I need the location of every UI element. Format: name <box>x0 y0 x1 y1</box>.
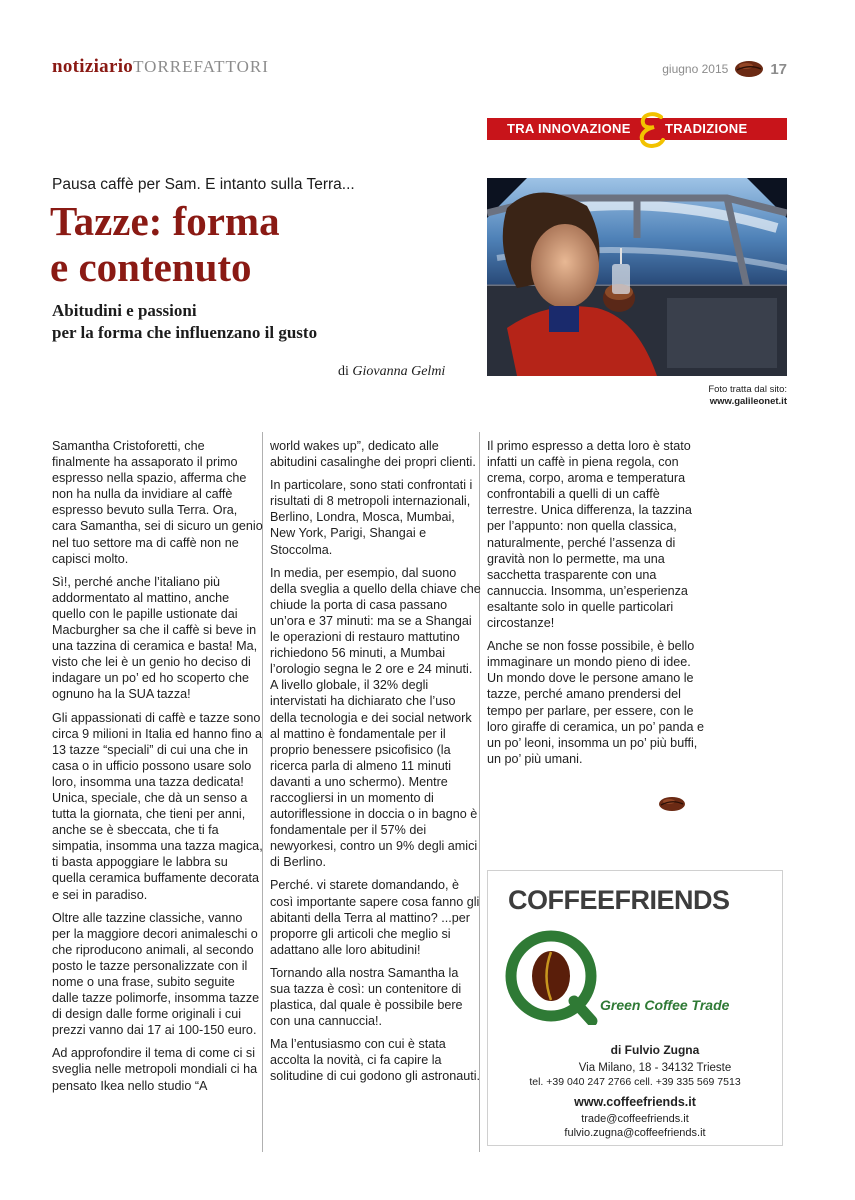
astronaut-cupola-illustration <box>487 178 787 376</box>
ad-phone-numbers: tel. +39 040 247 2766 cell. +39 335 569 7513 <box>529 1076 741 1088</box>
section-label-left: TRA INNOVAZIONE <box>507 121 631 136</box>
article-subtitle <box>52 300 317 344</box>
paragraph: Samantha Cristoforetti, che finalmente ha assaporato il primo espresso nella spazio, afferma che non ha nulla da invidiare al caffè espresso bevuto sulla Terra. Ora, cara Samantha, sei di sicuro un genio nel tuo settore ma di caffè non ne capisci molto. <box>52 439 263 566</box>
paragraph: Il primo espresso a detta loro è stato infatti un caffè in piena regola, con crema, corpo, aroma e temperatura confrontabili a quelli di un caffè terrestre. Unica differenza, la tazzina per l’appunto: non quella classica, naturalmente, perché l’assenza di gravità non lo permette, ma una sacchetta trasparente con una cannuccia. Insomma, un’esperienza esaltante solo in quelle particolari circostanze! <box>487 439 692 631</box>
article-title-line: e contenuto <box>50 244 252 290</box>
paragraph: In media, per esempio, dal suono della sveglia a quello della chiave che chiude la porta di casa passano un’ora e 37 minuti: ma se a Shangai le operazioni di restauro mattutino richiedono 56 minuti, a Mumbai l’orologio segna le 2 ore e 24 minuti. A livello globale, il 32% degli intervistati ha dichiarato che l’uso della tecnologia e dei social network al mattino è fondamentale per il proprio benessere psicofisico (la ricerca parla di almeno 11 minuti davanti a uno schermo). Mentre raccogliersi in un momento di autoriflessione in doccia o in bagno è fondamentale per il 57% dei newyorkesi, contro un 9% degli amici di Berlino. <box>270 565 481 870</box>
article-subtitle-line: Abitudini e passioni <box>52 301 197 320</box>
section-label-right: TRADIZIONE <box>665 121 748 136</box>
page-info <box>662 60 787 78</box>
ad-owner: di Fulvio Zugna <box>610 1043 700 1057</box>
paragraph: Oltre alle tazzine classiche, vanno per la maggiore decori animaleschi o che riproducono animali, al secondo posto le tazze personalizzate con il nome o una frase, subito seguite dalle tazze polimorfe, insomma tazze di design dalle forme originali i cui prezzi vanno dai 17 ai 100-150 euro. <box>52 910 260 1038</box>
ampersand-e-icon <box>635 109 669 151</box>
paragraph: Ma l’entusiasmo con cui è stata accolta la novità, ci fa capire la solitudine di cui godono gli astronauti. <box>270 1037 481 1084</box>
author-name: Giovanna Gelmi <box>352 364 446 379</box>
page-number: 17 <box>770 60 787 78</box>
ad-email-link[interactable]: fulvio.zugna@coffeefriends.it <box>564 1127 706 1139</box>
article-column-1 <box>52 438 264 1101</box>
ad-tagline: Green Coffee Trade <box>600 997 730 1013</box>
article-photo <box>487 178 787 376</box>
end-mark-coffee-bean-icon <box>658 796 686 812</box>
byline <box>338 364 445 380</box>
photo-caption <box>708 384 787 408</box>
article-title <box>50 198 280 290</box>
masthead <box>52 56 269 78</box>
coffee-bean-icon <box>734 60 764 78</box>
paragraph: In particolare, sono stati confrontati i risultati di 8 metropoli internazionali, Berlino, Londra, Mosca, Mumbai, New York, Parigi, Shangai e Stoccolma. <box>270 478 473 557</box>
photo-caption-text: Foto tratta dal sito: <box>708 384 787 395</box>
paragraph: Anche se non fosse possibile, è bello immaginare un mondo pieno di idee. Un mondo dove le persone amano le tazze, perché amano prendersi del tempo per parlare, per essere, con le loro giraffe di ceramica, un po’ panda e un po’ leoni, insomma un po’ più buffi, un po’ più umani. <box>487 639 705 766</box>
byline-prefix: di <box>338 364 349 379</box>
article-subtitle-line: per la forma che influenzano il gusto <box>52 323 318 342</box>
paragraph: world wakes up”, dedicato alle abitudini casalinghe dei propri clienti. <box>270 439 476 470</box>
paragraph: Perché. vi starete domandando, è così importante sapere cosa fanno gli abitanti della Terra al mattino? ...per proporre gli articoli che meglio si adattano alle loro abitudini! <box>270 878 480 957</box>
paragraph: Tornando alla nostra Samantha la sua tazza è così: un contenitore di plastica, dal quale è possibile bere con una cannuccia!. <box>270 965 463 1029</box>
publication-name: notiziario <box>52 56 134 77</box>
article-column-3 <box>487 438 705 774</box>
article-column-2 <box>270 438 482 1092</box>
article-title-line: Tazze: forma <box>50 198 280 244</box>
ad-address: Via Milano, 18 - 34132 Trieste <box>578 1062 732 1074</box>
issue-date: giugno 2015 <box>662 62 729 76</box>
coffeefriends-advertisement <box>487 870 783 1146</box>
publication-subtitle: TORREFATTORI <box>133 57 269 76</box>
coffee-bean-logo-icon <box>502 927 600 1025</box>
ad-website-link[interactable]: www.coffeefriends.it <box>574 1095 696 1109</box>
paragraph: Sì!, perché anche l’italiano più addormentato al mattino, anche quello con le papille ustionate dai Macburgher sa che il caffè si beve in una tazzina di ceramica e basta! Ma, visto che lei è un genio ho deciso di indagare un po’ ed ho scoperto che ognuno ha la SUA tazza! <box>52 574 258 702</box>
paragraph: Gli appassionati di caffè e tazze sono circa 9 milioni in Italia ed hanno fino a 13 tazze “speciali” di cui una che in casa o in ufficio possono usare solo loro, insomma una tazza dedicata! Unica, speciale, che dà un senso a tutta la giornata, che tieni per anni, anche se è sbeccata, che ti fa simpatia, insomma una tazza magica, ti basta appoggiare le labbra su quella ceramica buffamente decorata e sei in paradiso. <box>52 710 263 902</box>
ad-email-link[interactable]: trade@coffeefriends.it <box>581 1113 689 1125</box>
paragraph: Ad approfondire il tema di come ci si sveglia nelle metropoli mondiali ci ha pensato Ikea nello studio “A <box>52 1046 258 1093</box>
photo-source-link[interactable]: www.galileonet.it <box>709 396 787 407</box>
ad-brand-name: COFFEEFRIENDS <box>508 885 730 915</box>
section-banner <box>487 118 787 140</box>
article-kicker: Pausa caffè per Sam. E intanto sulla Terra... <box>52 176 355 193</box>
